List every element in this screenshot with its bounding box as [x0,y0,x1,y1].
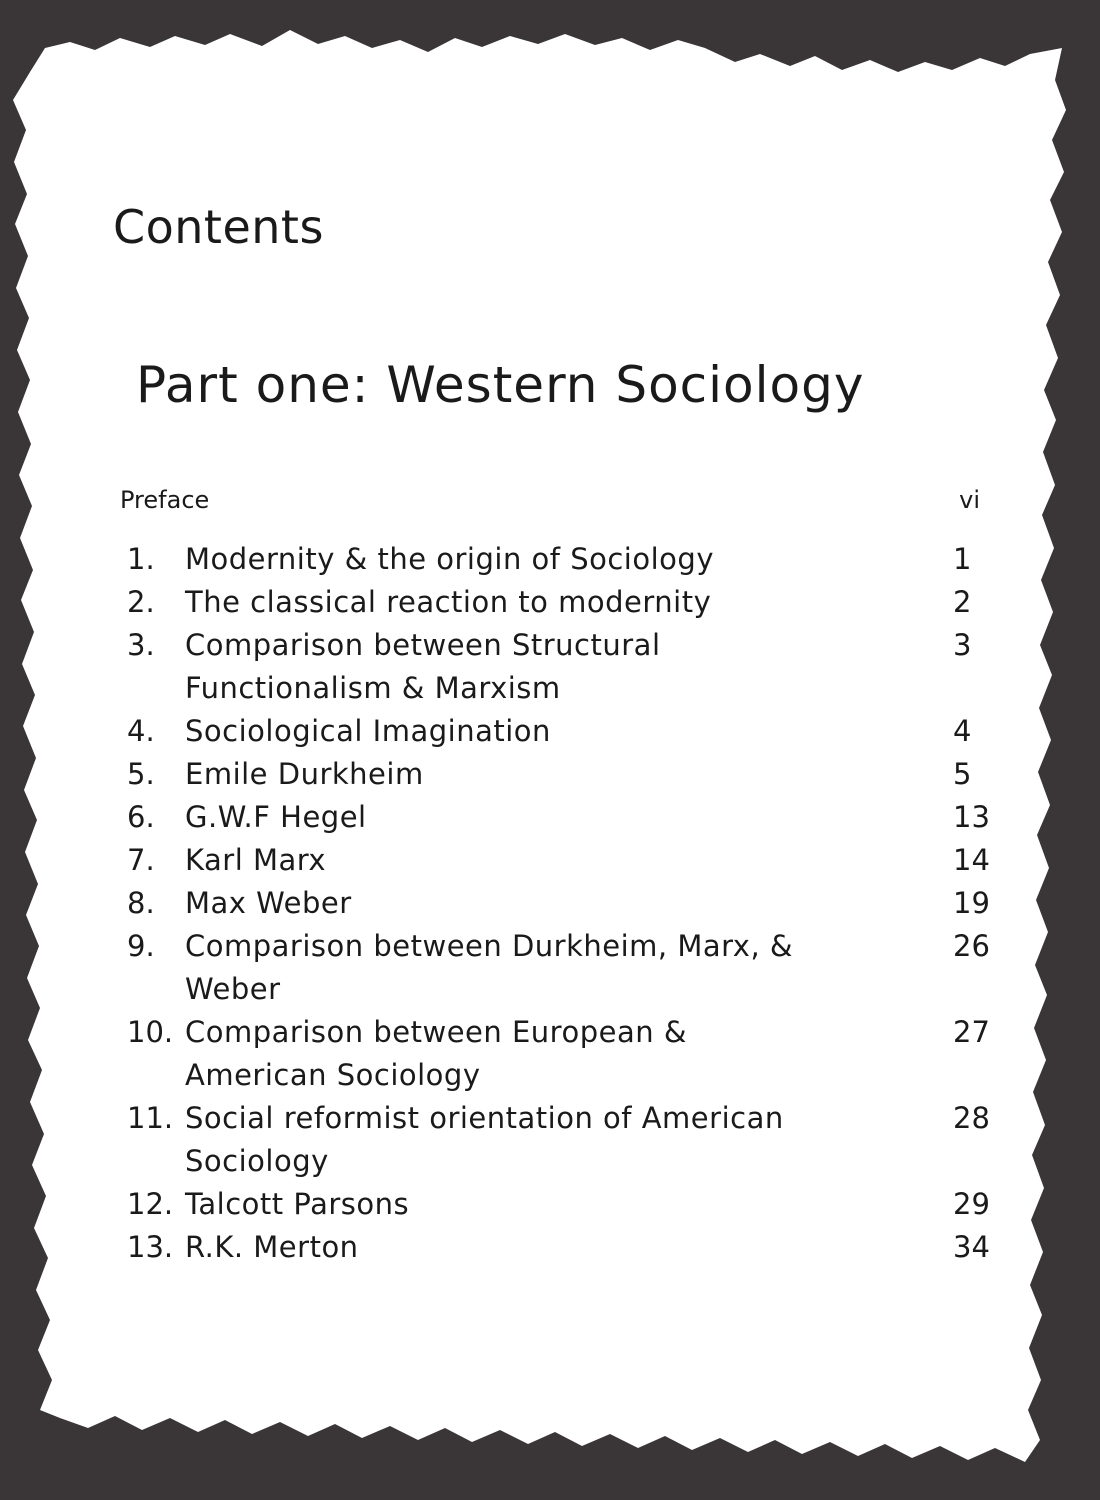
entry-page-number: 26 [953,929,990,963]
entry-number: 13. [127,1230,174,1264]
entry-page-number: 34 [953,1230,990,1264]
preface-label: Preface [120,486,210,514]
entry-number: 9. [127,929,155,963]
toc-entry [127,624,1007,710]
entry-number: 10. [127,1015,174,1049]
entry-title: Comparison between Structural Functionalism & Marxism [185,628,661,705]
entry-title: Max Weber [185,886,352,920]
entry-title: Talcott Parsons [185,1187,410,1221]
entry-page-number: 29 [953,1187,990,1221]
contents-heading: Contents [113,200,324,254]
entry-title: R.K. Merton [185,1230,359,1264]
entry-number: 8. [127,886,155,920]
entry-number: 4. [127,714,155,748]
toc-entry [127,1183,1007,1226]
toc-entry [127,1011,1007,1097]
toc-entry [127,1097,1007,1183]
entry-title: Karl Marx [185,843,327,877]
toc-entry [127,796,1007,839]
entry-number: 7. [127,843,155,877]
entry-title: Comparison between Durkheim, Marx, & Weber [185,929,794,1006]
entry-number: 5. [127,757,155,791]
entry-page-number: 27 [953,1015,990,1049]
entry-page-number: 5 [953,757,972,791]
toc-list [127,538,1007,1269]
entry-title: Sociological Imagination [185,714,551,748]
toc-entry [127,753,1007,796]
entry-title: Emile Durkheim [185,757,424,791]
preface-row [120,486,980,520]
entry-number: 6. [127,800,155,834]
entry-number: 1. [127,542,155,576]
entry-number: 11. [127,1101,174,1135]
toc-entry [127,882,1007,925]
toc-entry [127,710,1007,753]
entry-page-number: 1 [953,542,972,576]
entry-page-number: 4 [953,714,972,748]
entry-page-number: 3 [953,628,972,662]
entry-title: Comparison between European & American Sociology [185,1015,687,1092]
toc-entry [127,925,1007,1011]
entry-number: 3. [127,628,155,662]
entry-page-number: 14 [953,843,990,877]
toc-entry [127,581,1007,624]
entry-page-number: 13 [953,800,990,834]
entry-page-number: 19 [953,886,990,920]
part-title: Part one: Western Sociology [136,356,865,414]
entry-number: 12. [127,1187,174,1221]
entry-title: Social reformist orientation of American Sociology [185,1101,784,1178]
entry-page-number: 28 [953,1101,990,1135]
toc-entry [127,538,1007,581]
entry-title: The classical reaction to modernity [185,585,712,619]
entry-number: 2. [127,585,155,619]
entry-page-number: 2 [953,585,972,619]
entry-title: Modernity & the origin of Sociology [185,542,714,576]
preface-page-number: vi [959,486,980,514]
toc-entry [127,839,1007,882]
entry-title: G.W.F Hegel [185,800,367,834]
toc-entry [127,1226,1007,1269]
